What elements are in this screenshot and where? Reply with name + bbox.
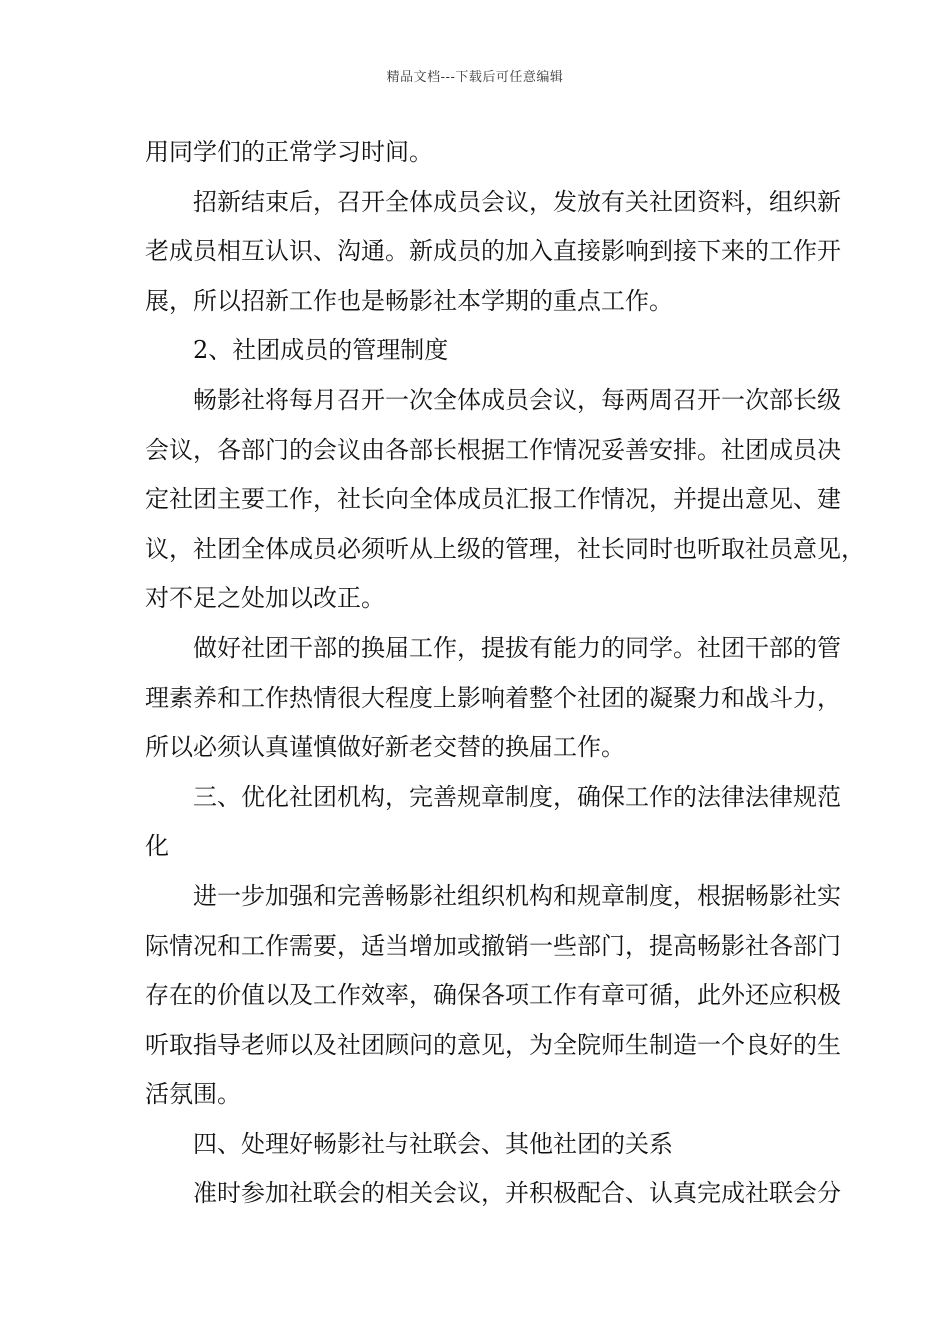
text-line: 招新结束后，召开全体成员会议，发放有关社团资料，组织新 [193,187,841,216]
text-line: 做好社团干部的换届工作，提拔有能力的同学。社团干部的管 [193,633,841,662]
section-heading-continued: 化 [145,832,169,861]
text-line: 议，社团全体成员必须听从上级的管理，社长同时也听取社员意见， [145,534,865,563]
text-line: 听取指导老师以及社团顾问的意见，为全院师生制造一个良好的生 [145,1030,841,1059]
document-body [145,128,865,1219]
text-line: 活氛围。 [145,1080,241,1109]
text-line: 老成员相互认识、沟通。新成员的加入直接影响到接下来的工作开 [145,237,841,266]
text-line: 所以必须认真谨慎做好新老交替的换届工作。 [145,733,625,762]
text-line: 畅影社将每月召开一次全体成员会议，每两周召开一次部长级 [193,385,841,414]
section-heading: 四、处理好畅影社与社联会、其他社团的关系 [193,1129,673,1158]
text-line: 对不足之处加以改正。 [145,584,385,613]
text-line: 定社团主要工作，社长向全体成员汇报工作情况，并提出意见、建 [145,485,841,514]
text-line: 准时参加社联会的相关会议，并积极配合、认真完成社联会分 [193,1179,841,1208]
section-heading: 2、社团成员的管理制度 [193,336,449,365]
text-line: 会议，各部门的会议由各部长根据工作情况妥善安排。社团成员决 [145,435,841,464]
text-line: 存在的价值以及工作效率，确保各项工作有章可循，此外还应积极 [145,981,841,1010]
text-line: 用同学们的正常学习时间。 [145,138,433,166]
page-header: 精品文档---下载后可任意编辑 [386,70,564,85]
text-line: 理素养和工作热情很大程度上影响着整个社团的凝聚力和战斗力， [145,683,841,712]
text-line: 际情况和工作需要，适当增加或撤销一些部门，提高畅影社各部门 [145,931,841,960]
text-line: 展，所以招新工作也是畅影社本学期的重点工作。 [145,286,673,315]
text-line: 进一步加强和完善畅影社组织机构和规章制度，根据畅影社实 [193,881,841,910]
section-heading: 三、优化社团机构，完善规章制度，确保工作的法律法律规范 [193,782,841,811]
